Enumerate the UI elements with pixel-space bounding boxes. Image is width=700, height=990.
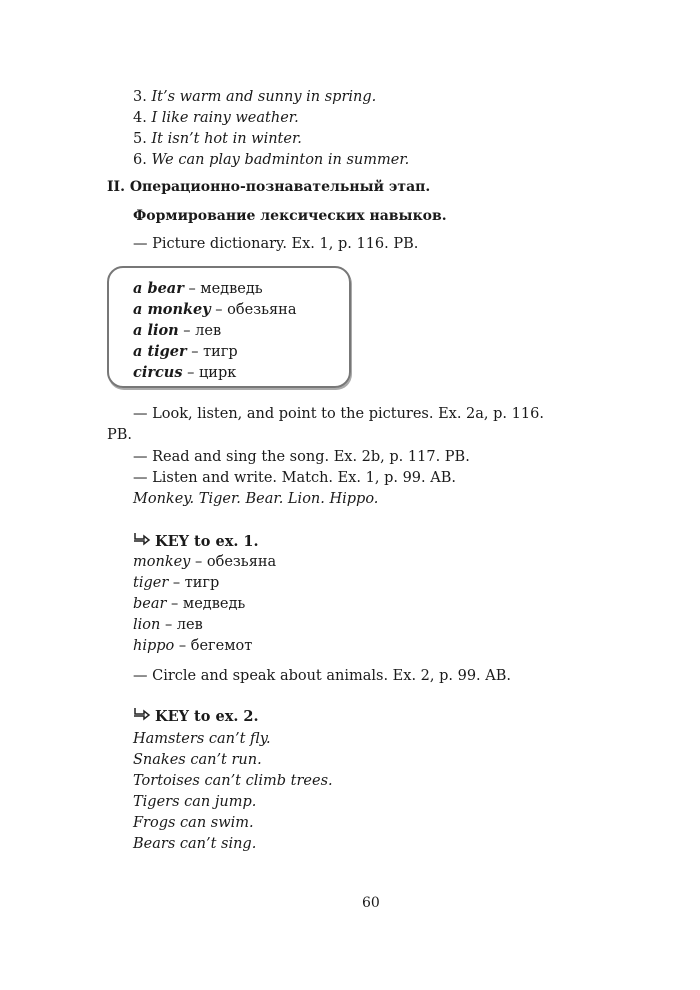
task-look-listen-cont: PB.	[107, 427, 133, 443]
key-sentence: Tortoises can’t climb trees.	[133, 773, 333, 789]
task-look-listen: — Look, listen, and point to the pictures. Ex. 2a, p. 116.	[133, 406, 544, 422]
vocab-ru: – тигр	[186, 344, 238, 360]
vocab-en: a tiger	[133, 343, 187, 360]
hook-arrow-icon	[133, 532, 155, 552]
key-en: bear	[133, 596, 167, 612]
section-heading: II. Операционно-познавательный этап.	[107, 179, 431, 195]
vocab-ru: – цирк	[182, 365, 237, 381]
item-number: 6.	[133, 152, 147, 168]
key-ru: – лев	[160, 617, 203, 633]
key-item	[133, 573, 219, 593]
key-ru: – тигр	[168, 575, 220, 591]
vocab-ru: – лев	[178, 323, 222, 339]
vocab-item	[133, 321, 221, 341]
key-ru: – бегемот	[174, 638, 253, 654]
item-text: I like rainy weather.	[151, 110, 299, 126]
item-number: 3.	[133, 89, 147, 105]
vocab-en: a lion	[133, 322, 179, 339]
key-sentence: Frogs can swim.	[133, 815, 254, 831]
item-text: It’s warm and sunny in spring.	[151, 89, 377, 105]
key-en: monkey	[133, 554, 191, 570]
vocab-item	[133, 300, 296, 320]
page-number: 60	[362, 895, 380, 911]
key-en: lion	[133, 617, 161, 633]
list-item	[133, 129, 302, 149]
vocab-item	[133, 363, 236, 383]
task-picture-dictionary: — Picture dictionary. Ex. 1, p. 116. PB.	[133, 236, 419, 252]
vocab-item	[133, 342, 238, 362]
key-item	[133, 615, 203, 635]
list-item	[133, 150, 409, 170]
vocab-ru: – обезьяна	[210, 302, 297, 318]
item-text: We can play badminton in summer.	[151, 152, 410, 168]
subheading: Формирование лексических навыков.	[133, 208, 447, 224]
key-sentence: Snakes can’t run.	[133, 752, 262, 768]
vocab-en: a monkey	[133, 301, 211, 318]
key-en: hippo	[133, 638, 175, 654]
key-sentence: Tigers can jump.	[133, 794, 257, 810]
list-item	[133, 87, 376, 107]
key-sentence: Bears can’t sing.	[133, 836, 257, 852]
key-item	[133, 636, 252, 656]
key-en: tiger	[133, 575, 169, 591]
key-ru: – медведь	[166, 596, 246, 612]
key1-title-row	[133, 532, 259, 552]
key2-title: KEY to ex. 2.	[155, 708, 259, 725]
vocab-item	[133, 279, 263, 299]
list-item	[133, 108, 299, 128]
key1-title: KEY to ex. 1.	[155, 533, 259, 550]
item-number: 4.	[133, 110, 147, 126]
item-number: 5.	[133, 131, 147, 147]
key-item	[133, 552, 276, 572]
vocab-en: a bear	[133, 280, 184, 297]
item-text: It isn’t hot in winter.	[151, 131, 302, 147]
task-words: Monkey. Tiger. Bear. Lion. Hippo.	[133, 491, 379, 507]
task-read-sing: — Read and sing the song. Ex. 2b, p. 117. PB.	[133, 449, 470, 465]
task-circle-speak: — Circle and speak about animals. Ex. 2, p. 99. AB.	[133, 668, 512, 684]
task-listen-write: — Listen and write. Match. Ex. 1, p. 99. AB.	[133, 470, 456, 486]
vocab-en: circus	[133, 364, 183, 381]
key-item	[133, 594, 245, 614]
key2-title-row	[133, 707, 259, 727]
key-sentence: Hamsters can’t fly.	[133, 731, 271, 747]
key-ru: – обезьяна	[190, 554, 277, 570]
vocab-ru: – медведь	[183, 281, 263, 297]
hook-arrow-icon	[133, 707, 155, 727]
